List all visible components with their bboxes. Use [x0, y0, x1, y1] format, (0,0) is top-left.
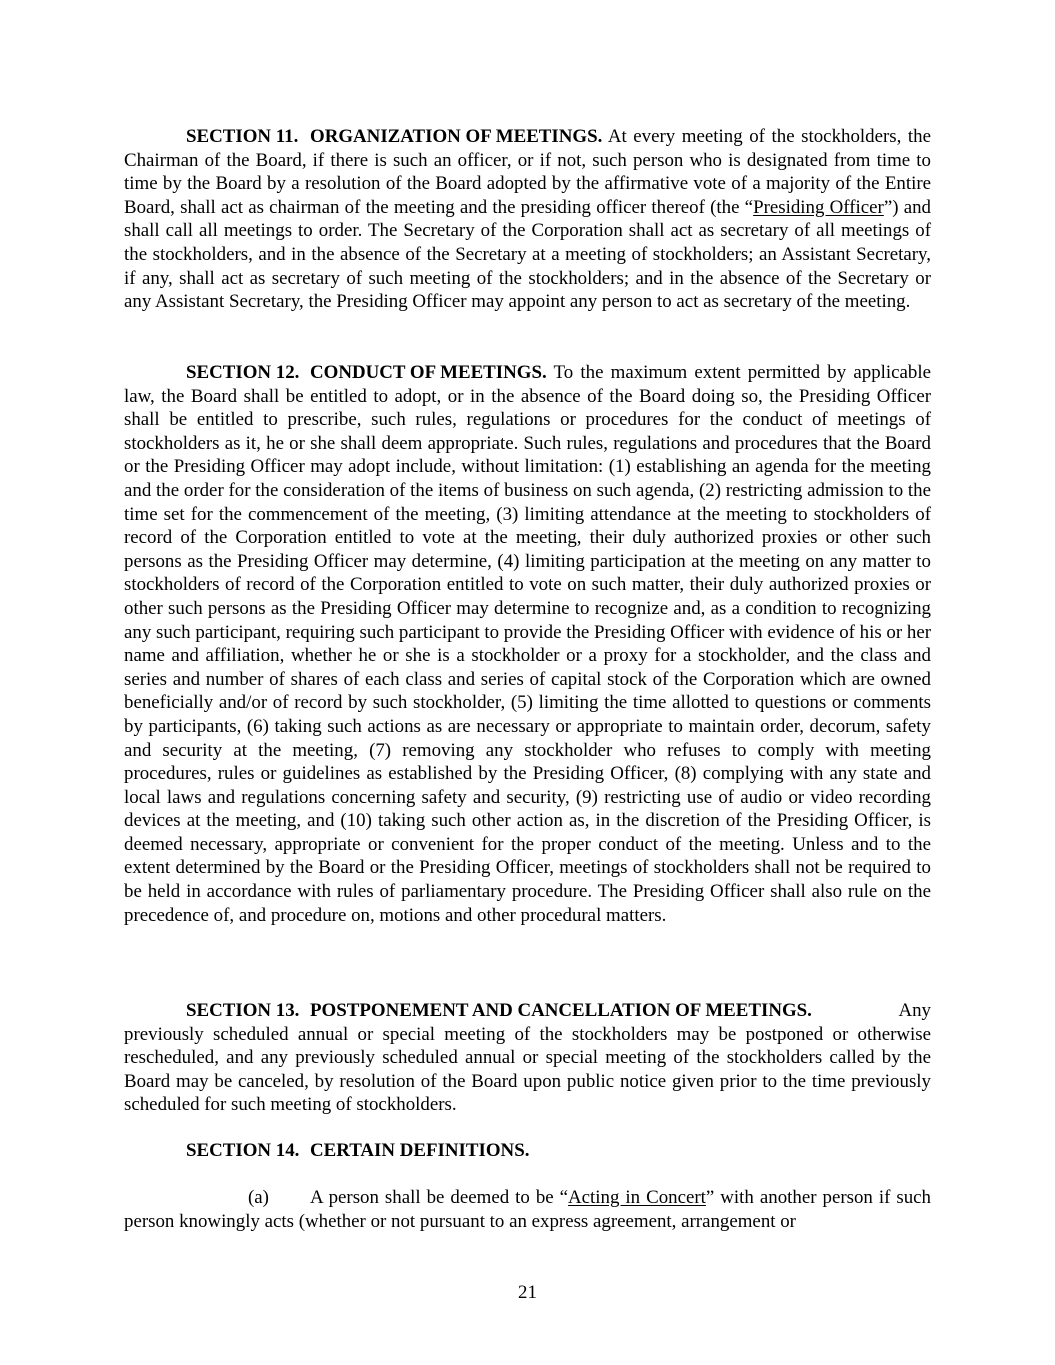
section-12-text: To the maximum extent permitted by applicable law, the Board shall be entitled to adopt, or in the absence of the Board doing so, the Presiding Officer shall be entitled to prescribe, such rules, regulations or procedures for the conduct of meetings of stockholders as it, he or she shall deem appropriate. Such rules, regulations and procedures that the Board or the Presiding Officer may adopt include, without limitation: (1) establishing an agenda for the meeting and the order for the consideration of the items of business on such agenda, (2) restricting admission to the time set for the commencement of the meeting, (3) limiting attendance at the meeting to stockholders of record of the Corporation entitled to vote at the meeting, their duly authorized proxies or other such persons as the Presiding Officer may determine, (4) limiting participation at the meeting on any matter to stockholders of record of the Corporation entitled to vote on such matter, their duly authorized proxies or other such persons as the Presiding Officer may determine to recognize and, as a condition to recognizing any such participant, requiring such participant to provide the Presiding Officer with evidence of his or her name and affiliation, whether he or she is a stockholder or a proxy for a stockholder, and the class and series and number of shares of each class and series of capital stock of the Corporation which are owned beneficially and/or of record by such stockholder, (5) limiting the time allotted to questions or comments by participants, (6) taking such actions as are necessary or appropriate to maintain order, decorum, safety and security at the meeting, (7) removing any stockholder who refuses to comply with meeting procedures, rules or guidelines as established by the Presiding Officer, (8) complying with any state and local laws and regulations concerning safety and security, (9) restricting use of audio or video recording devices at the meeting, and (10) taking such other action as, in the discretion of the Presiding Officer, is deemed necessary, appropriate or convenient for the proper conduct of the meeting. Unless and to the extent determined by the Board or the Presiding Officer, meetings of stockholders shall not be required to be held in accordance with rules of parliamentary procedure. The Presiding Officer shall also rule on the precedence of, and procedure on, motions and other procedural matters.: [124, 362, 931, 926]
section-11-paragraph: [124, 125, 931, 314]
section-14-title: CERTAIN DEFINITIONS.: [310, 1140, 530, 1161]
acting-in-concert-term: Acting in Concert: [568, 1187, 706, 1208]
section-12-paragraph: [124, 361, 931, 927]
section-14-number: SECTION 14.: [186, 1140, 300, 1161]
section-12: [124, 361, 931, 927]
page-number: 21: [518, 1282, 537, 1303]
section-13-number: SECTION 13.: [186, 1000, 300, 1021]
subsection-a-text-2: ” with another person if such person knowingly acts (whether or not pursuant to an express agreement, arrangement or: [124, 1187, 931, 1232]
section-12-title: CONDUCT OF MEETINGS.: [310, 362, 547, 383]
section-11-title: ORGANIZATION OF MEETINGS.: [310, 126, 603, 147]
subsection-a-paragraph: [124, 1186, 931, 1233]
section-11: [124, 125, 931, 314]
subsection-a-label: (a): [248, 1187, 269, 1208]
section-13: [124, 999, 931, 1117]
section-14-subsection-a: [124, 1186, 931, 1233]
section-13-title: POSTPONEMENT AND CANCELLATION OF MEETINGS.: [310, 1000, 812, 1021]
section-11-number: SECTION 11.: [186, 126, 299, 147]
subsection-a-text-1: A person shall be deemed to be “: [310, 1187, 569, 1208]
section-11-text-2: ”) and shall call all meetings to order. The Secretary of the Corporation shall act as secretary of all meetings of the stockholders, and in the absence of the Secretary at a meeting of stockholders; an Assistant Secretary, if any, shall act as secretary of such meeting of the stockholders; and in the absence of the Secretary or any Assistant Secretary, the Presiding Officer may appoint any person to act as secretary of the meeting.: [124, 196, 931, 313]
section-12-number: SECTION 12.: [186, 362, 300, 383]
section-14: [124, 1139, 931, 1163]
section-13-paragraph: [124, 999, 931, 1117]
section-14-heading: [124, 1139, 931, 1163]
section-13-text: Any previously scheduled annual or special meeting of the stockholders may be postponed or otherwise rescheduled, and any previously scheduled annual or special meeting of the stockholders called by the Board may be canceled, by resolution of the Board upon public notice given prior to the time previously scheduled for such meeting of stockholders.: [124, 1000, 931, 1116]
presiding-officer-term: Presiding Officer: [753, 196, 884, 218]
section-11-text-1: At every meeting of the stockholders, the Chairman of the Board, if there is such an officer, or if not, such person who is designated from time to time by the Board by a resolution of the Board adopted by the affirmative vote of a majority of the Entire Board, shall act as chairman of the meeting and the presiding officer thereof (the “: [124, 126, 931, 218]
